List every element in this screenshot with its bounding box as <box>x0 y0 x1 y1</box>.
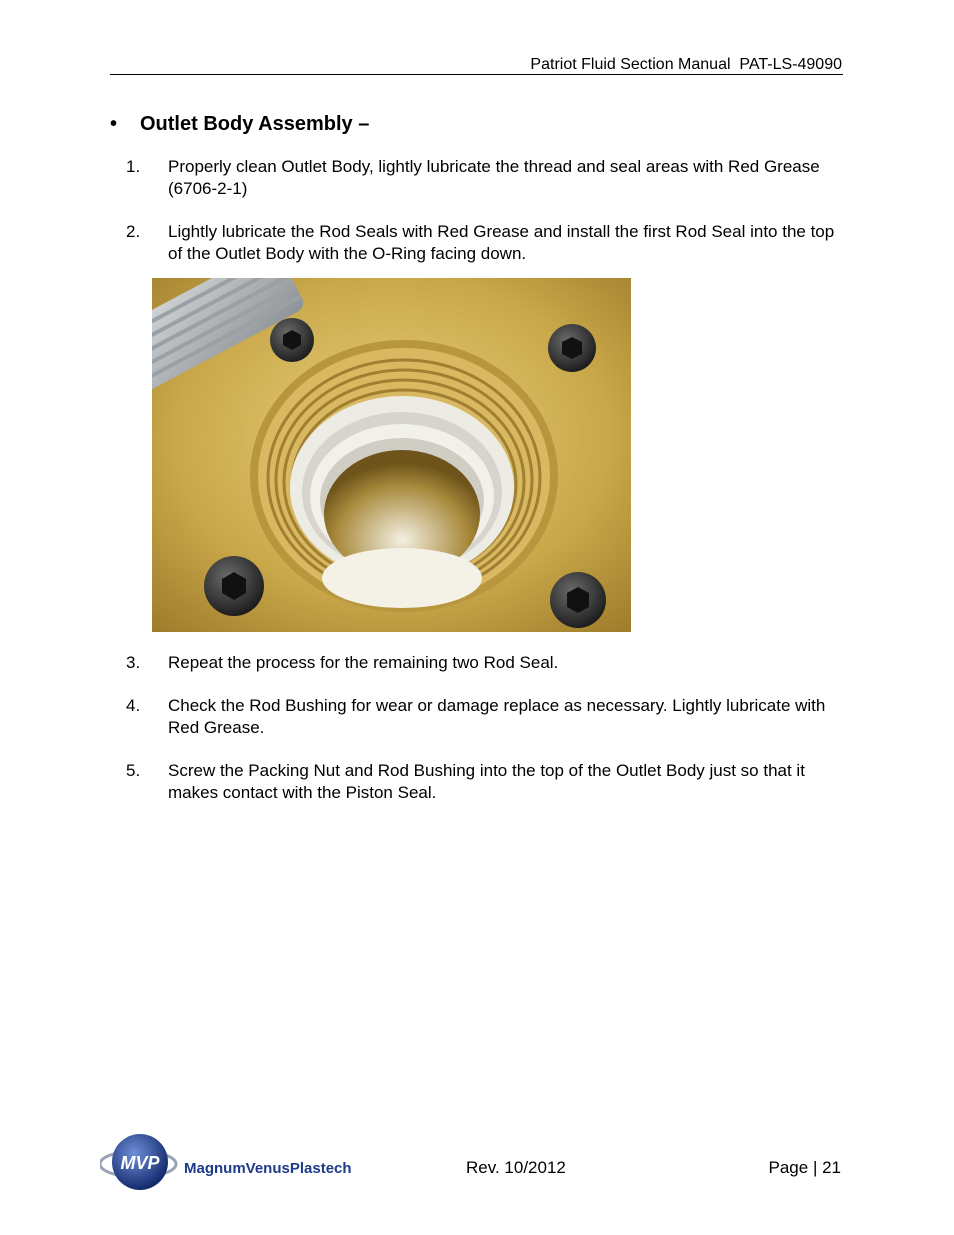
step-text: Repeat the process for the remaining two Rod Seal. <box>168 653 559 672</box>
bullet-icon: • <box>110 113 118 135</box>
step-text: Check the Rod Bushing for wear or damage replace as necessary. Lightly lubricate with Red Grease. <box>168 696 826 737</box>
step-number: 1. <box>126 157 141 176</box>
page-number: Page | 21 <box>768 1158 841 1177</box>
header-title: Patriot Fluid Section Manual PAT-LS-49090 <box>530 56 842 73</box>
company-logo <box>100 1130 390 1196</box>
section-heading-text: Outlet Body Assembly – <box>140 113 370 135</box>
logo-mark: MVP <box>120 1153 160 1173</box>
step-number: 5. <box>126 761 141 780</box>
header-rule <box>110 74 843 75</box>
step-text: Properly clean Outlet Body, lightly lubricate the thread and seal areas with Red Grease (6706-2-1) <box>168 157 820 198</box>
step-text: Screw the Packing Nut and Rod Bushing into the top of the Outlet Body just so that it makes contact with the Piston Seal. <box>168 761 805 802</box>
section-heading <box>110 113 369 136</box>
step-text: Lightly lubricate the Rod Seals with Red Grease and install the first Rod Seal into the top of the Outlet Body with the O-Ring facing down. <box>168 222 835 263</box>
revision-date: Rev. 10/2012 <box>466 1158 566 1177</box>
outlet-body-photo <box>152 278 631 632</box>
step-number: 2. <box>126 222 141 241</box>
step-number: 3. <box>126 653 141 672</box>
logo-name: MagnumVenusPlastech <box>184 1160 352 1177</box>
step-number: 4. <box>126 696 141 715</box>
